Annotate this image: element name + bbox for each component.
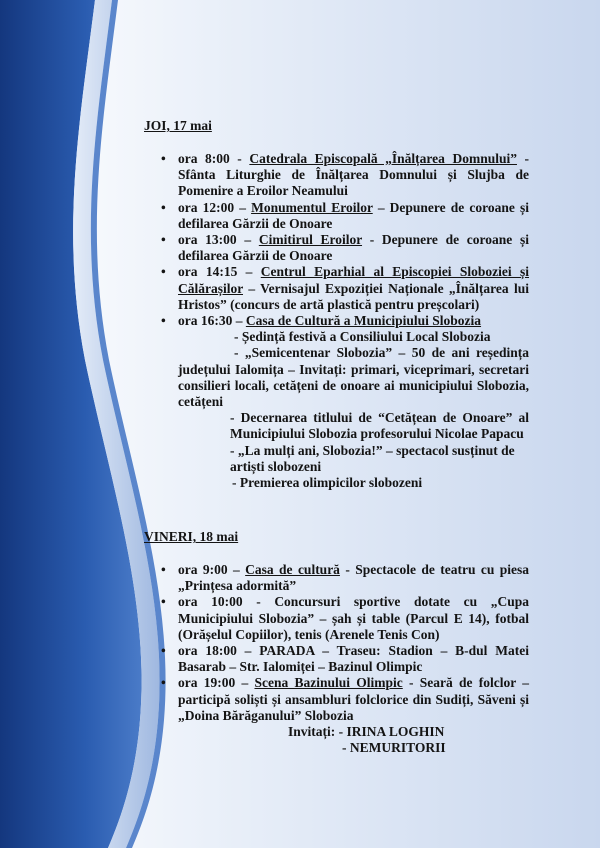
event-subitem: - „La mulți ani, Slobozia!” – spectacol susținut de artiști slobozeni <box>230 442 515 474</box>
event-item <box>161 562 529 594</box>
bullet-icon: • <box>161 264 166 280</box>
event-time: ora 18:00 – <box>178 643 260 659</box>
event-subitem: - Premierea olimpicilor slobozeni <box>232 475 423 491</box>
event-description: - Seară de folclor – participă soliști și ansambluri folclorice din Sudiți, Săveni și „Doina Bărăganului” Slobozia <box>178 675 529 723</box>
event-list-friday <box>161 562 529 756</box>
event-description: - Spectacole de teatru cu piesa „Prințesa adormită” <box>178 562 529 594</box>
event-place: Scena Bazinului Olimpic <box>254 675 403 691</box>
event-time: ora 10:00 - <box>178 594 275 610</box>
bullet-icon: • <box>161 232 166 248</box>
event-description: - Depunere de coroane și defilarea Gărzii de Onoare <box>178 232 529 264</box>
event-place: Monumentul Eroilor <box>251 199 373 215</box>
event-item <box>161 151 529 200</box>
event-subitem: - „Semicentenar Slobozia” – 50 de ani reședința județului Ialomița – Invitați: primari, viceprimari, secretari consilieri locali, cetățeni de onoare ai municipiului Slobozia, cetățeni <box>178 345 529 410</box>
bullet-icon: • <box>161 675 166 691</box>
day-heading-thursday: JOI, 17 mai <box>144 118 212 133</box>
event-item <box>161 200 529 232</box>
event-description: - Sfânta Liturghie de Înălțarea Domnului și Slujba de Pomenire a Eroilor Neamului <box>178 151 529 199</box>
guests-line: Invitați: - IRINA LOGHIN <box>288 724 445 740</box>
bullet-icon: • <box>161 643 166 659</box>
bullet-icon: • <box>161 594 166 610</box>
event-place: Centrul Eparhial al Episcopiei Sloboziei și Călărașilor <box>178 264 529 296</box>
event-time: ora 9:00 – <box>178 562 246 577</box>
event-time: ora 8:00 - <box>178 151 250 166</box>
event-item <box>161 264 529 313</box>
bullet-icon: • <box>161 562 166 577</box>
bullet-icon: • <box>161 151 166 166</box>
event-item <box>161 232 529 264</box>
event-time: ora 16:30 – <box>178 313 246 329</box>
event-place: Catedrala Episcopală „Înălțarea Domnului” <box>249 151 517 166</box>
event-time: ora 19:00 – <box>178 675 255 691</box>
event-description: – Vernisajul Expoziției Naționale „Înălțarea lui Hristos” (concurs de artă plastică pentru preșcolari) <box>178 280 529 312</box>
guests-line-2: - NEMURITORII <box>342 740 446 756</box>
event-place: Cimitirul Eroilor <box>258 232 363 248</box>
event-time: ora 13:00 – <box>178 232 259 248</box>
event-list-thursday <box>161 151 529 491</box>
event-description: Concursuri sportive dotate cu „Cupa Municipiului Slobozia” – șah și table (Parcul E 14), fotbal (Orășelul Copiilor), tenis (Arenele Tenis Con) <box>178 594 529 642</box>
event-time: ora 12:00 – <box>178 199 252 215</box>
event-item <box>161 594 529 643</box>
event-item <box>161 643 529 675</box>
bullet-icon: • <box>161 199 166 215</box>
event-description: – Depunere de coroane și defilarea Gărzii de Onoare <box>178 199 529 231</box>
event-place: Casa de Cultură a Municipiului Slobozia <box>245 313 482 329</box>
event-time: ora 14:15 – <box>178 264 261 280</box>
event-item <box>161 313 529 491</box>
event-subitem: - Ședință festivă a Consiliului Local Slobozia <box>234 329 491 345</box>
bullet-icon: • <box>161 313 166 329</box>
event-place: Casa de cultură <box>245 562 340 577</box>
day-heading-friday: VINERI, 18 mai <box>144 529 239 544</box>
event-subitem: - Decernarea titlului de “Cetățean de Onoare” al Municipiului Slobozia profesorului Nicolae Papacu <box>230 410 529 442</box>
event-item <box>161 675 529 756</box>
event-description: PARADA – Traseu: Stadion – B-dul Matei Basarab – Str. Ialomiței – Bazinul Olimpic <box>178 643 529 675</box>
